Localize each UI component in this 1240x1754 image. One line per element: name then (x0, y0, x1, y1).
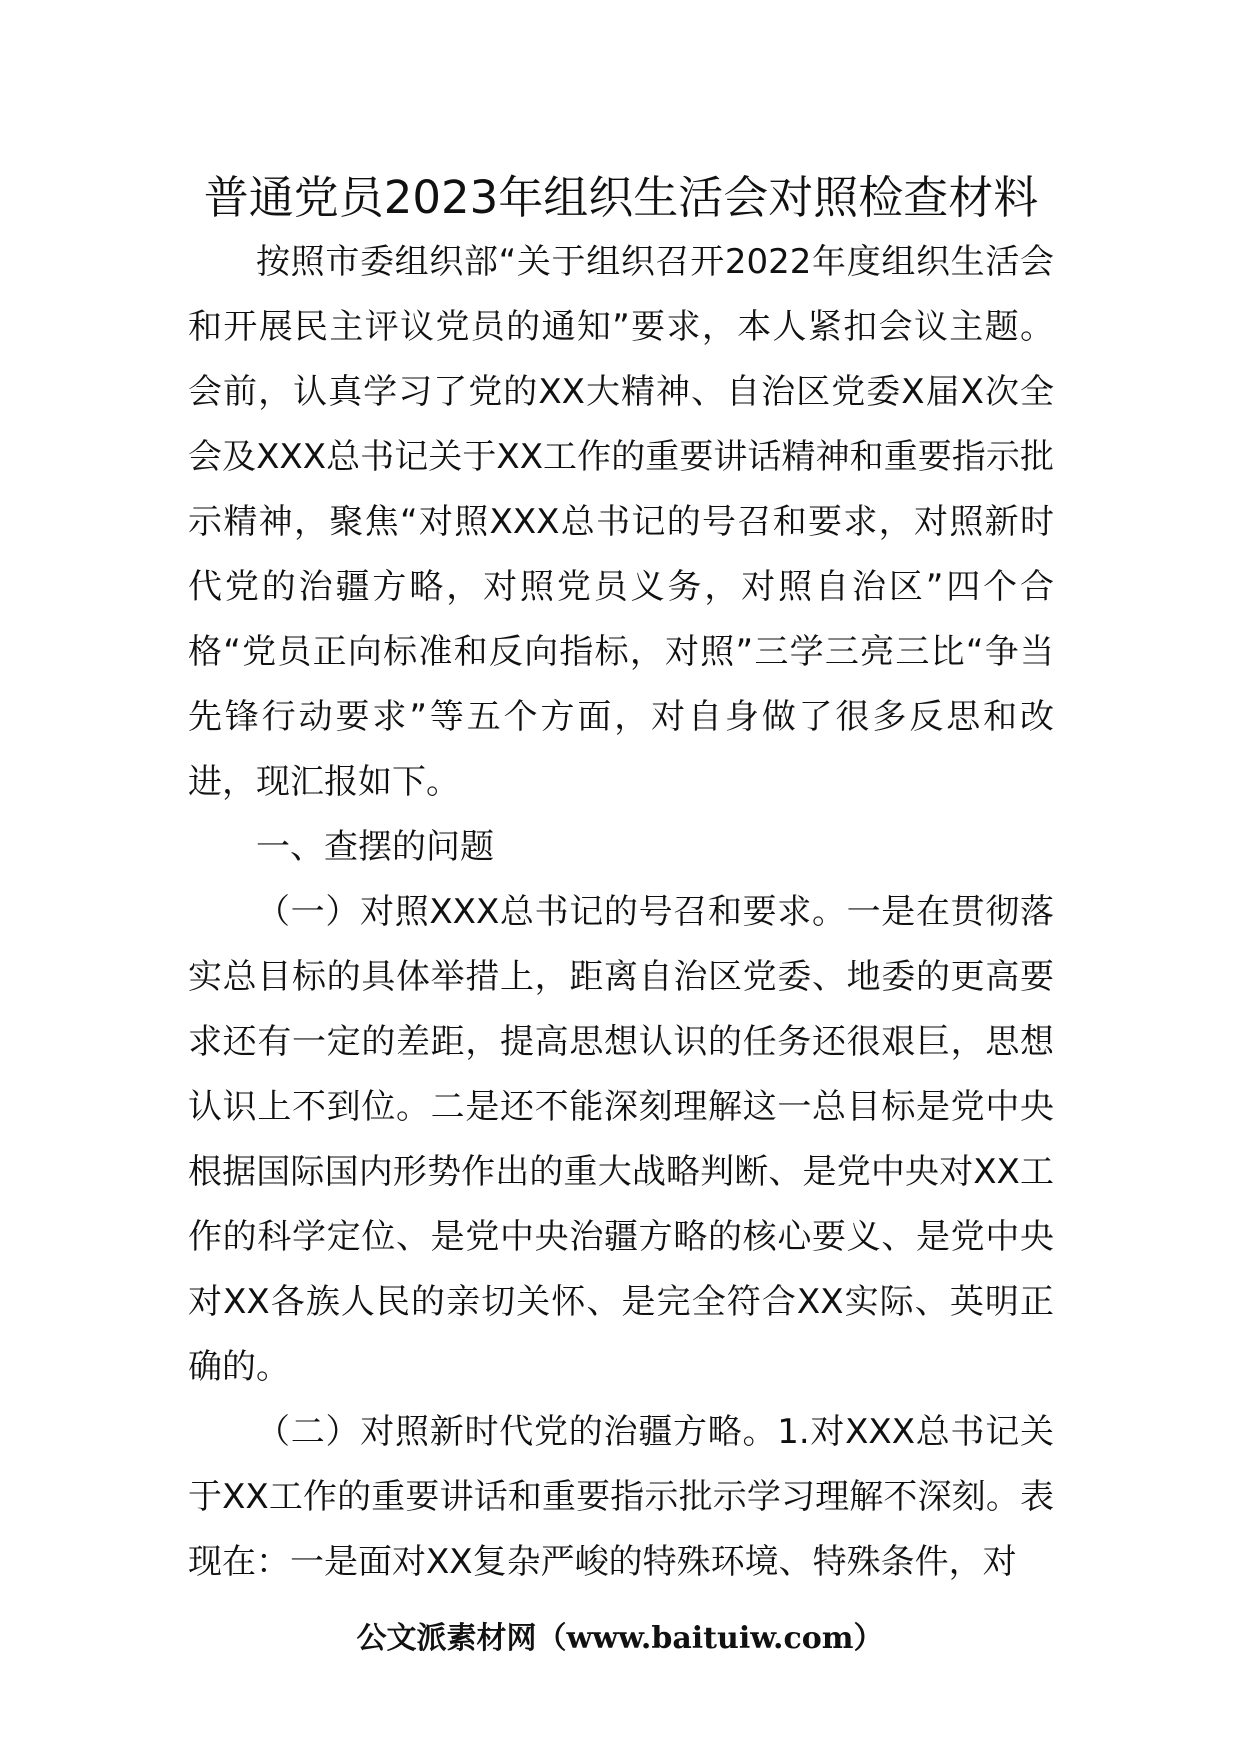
section-heading: 一、查摆的问题 (256, 827, 494, 867)
document-body (188, 230, 1054, 1595)
subsection-paragraph-1: （一）对照XXX总书记的号召和要求。一是在贯彻落实总目标的具体举措上，距离自治区党委、地委的更高要求还有一定的差距，提高思想认识的任务还很艰巨，思想认识上不到位。二是还不能深刻理解这一总目标是党中央根据国际国内形势作出的重大战略判断、是党中央对XX工作的科学定位、是党中央治疆方略的核心要义、是党中央对XX各族人民的亲切关怀、是完全符合XX实际、英明正确的。 (188, 892, 1054, 1387)
footer-watermark: 公文派素材网（www.baituiw.com） (356, 1621, 884, 1656)
intro-paragraph: 按照市委组织部“关于组织召开2022年度组织生活会和开展民主评议党员的通知”要求，本人紧扣会议主题。会前，认真学习了党的XX大精神、自治区党委X届X次全会及XXX总书记关于XX工作的重要讲话精神和重要指示批示精神，聚焦“对照XXX总书记的号召和要求，对照新时代党的治疆方略，对照党员义务，对照自治区”四个合格“党员正向标准和反向指标，对照”三学三亮三比“争当先锋行动要求”等五个方面，对自身做了很多反思和改进，现汇报如下。 (188, 242, 1054, 802)
document-title: 普通党员2023年组织生活会对照检查材料 (203, 171, 1039, 224)
subsection-paragraph-2: （二）对照新时代党的治疆方略。1.对XXX总书记关于XX工作的重要讲话和重要指示批示学习理解不深刻。表现在：一是面对XX复杂严峻的特殊环境、特殊条件，对 (188, 1412, 1054, 1582)
